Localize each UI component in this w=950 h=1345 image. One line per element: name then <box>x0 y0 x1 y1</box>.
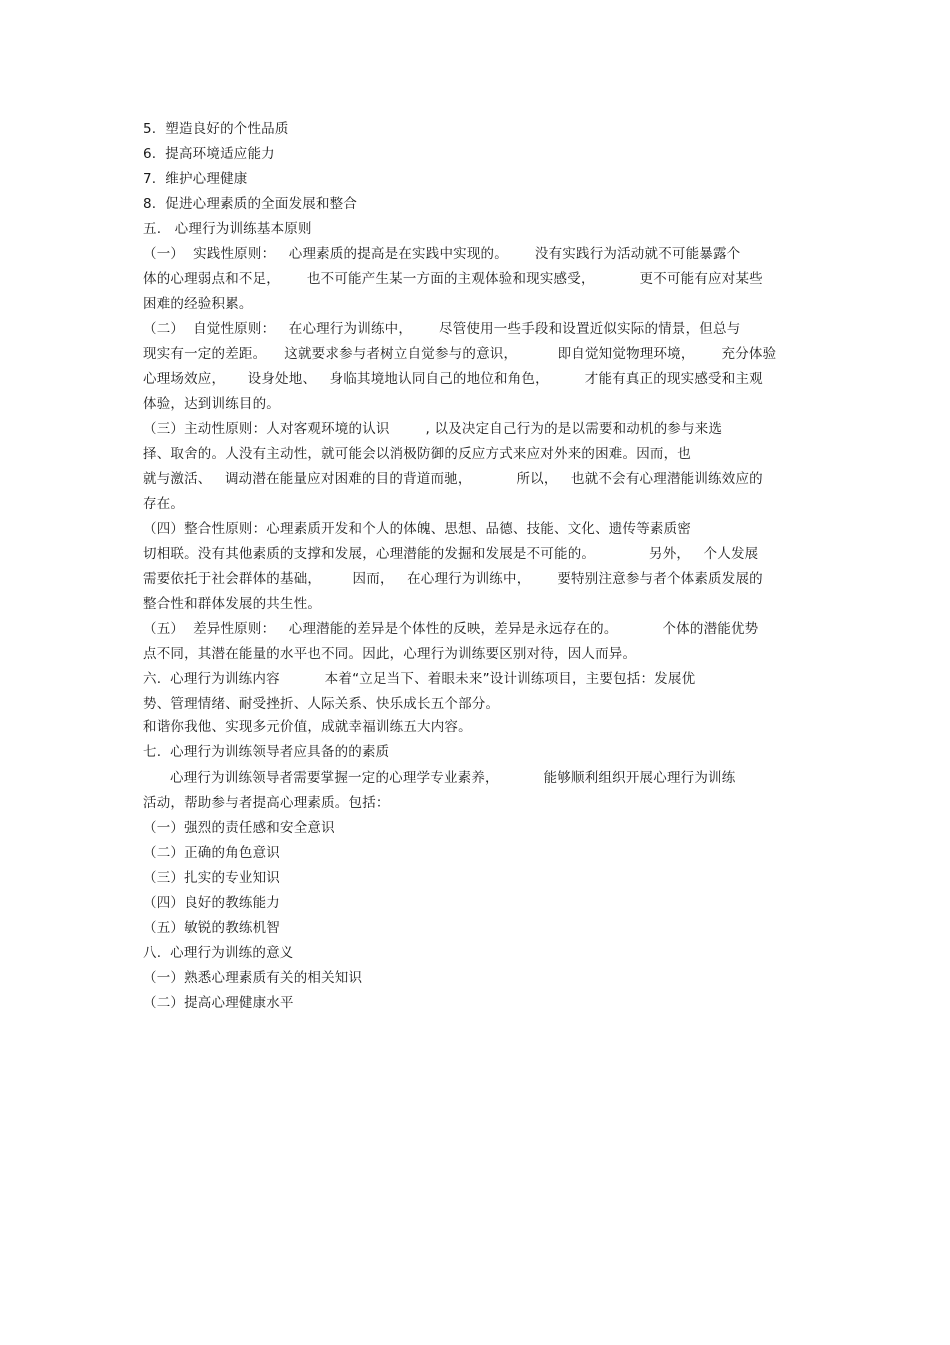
paragraph-line: 整合性和群体发展的共生性。 <box>143 596 322 612</box>
section-heading-7: 七. 心理行为训练领导者应具备的的素质 <box>143 744 390 760</box>
list-item-7: 7. 维护心理健康 <box>143 171 248 187</box>
paragraph-line: 和谐你我他、实现多元价值，成就幸福训练五大内容。 <box>143 719 472 735</box>
paragraph-line: 心理行为训练领导者需要掌握一定的心理学专业素养， 能够顺利组织开展心理行为训练 <box>143 770 736 786</box>
list-item: （五）敏锐的教练机智 <box>143 920 280 936</box>
paragraph-line: 体的心理弱点和不足， 也不可能产生某一方面的主观体验和现实感受， 更不可能有应对某些 <box>143 271 763 287</box>
list-item: （三）扎实的专业知识 <box>143 870 280 886</box>
section-heading-5: 五. 心理行为训练基本原则 <box>143 221 312 237</box>
list-item-8: 8. 促进心理素质的全面发展和整合 <box>143 196 358 212</box>
list-item: （一）强烈的责任感和安全意识 <box>143 820 335 836</box>
paragraph-line: 点不同，其潜在能量的水平也不同。因此，心理行为训练要区别对待，因人而异。 <box>143 646 637 662</box>
list-item: （二）正确的角色意识 <box>143 845 280 861</box>
list-item-5: 5. 塑造良好的个性品质 <box>143 121 289 137</box>
paragraph-line: 存在。 <box>143 496 185 512</box>
paragraph-line: （一） 实践性原则： 心理素质的提高是在实践中实现的。 没有实践行为活动就不可能暴露个 <box>143 246 741 262</box>
paragraph-line: 需要依托于社会群体的基础， 因而， 在心理行为训练中， 要特别注意参与者个体素质发展的 <box>143 571 763 587</box>
paragraph-line: 现实有一定的差距。 这就要求参与者树立自觉参与的意识， 即自觉知觉物理环境， 充分体验 <box>143 346 777 362</box>
paragraph-line: （五） 差异性原则： 心理潜能的差异是个体性的反映，差异是永远存在的。 个体的潜能优势 <box>143 621 759 637</box>
paragraph-line: 活动，帮助参与者提高心理素质。包括： <box>143 795 390 811</box>
paragraph-line: 势、管理情绪、耐受挫折、人际关系、快乐成长五个部分。 <box>143 696 500 712</box>
list-item: （一）熟悉心理素质有关的相关知识 <box>143 970 363 986</box>
paragraph-line: 体验，达到训练目的。 <box>143 396 280 412</box>
section-heading-8: 八. 心理行为训练的意义 <box>143 945 294 961</box>
list-item: （四）良好的教练能力 <box>143 895 280 911</box>
paragraph-line: （三）主动性原则：人对客观环境的认识 , 以及决定自己行为的是以需要和动机的参与来选 <box>143 421 723 437</box>
list-item: （二）提高心理健康水平 <box>143 995 294 1011</box>
paragraph-line: （二） 自觉性原则： 在心理行为训练中， 尽管使用一些手段和设置近似实际的情景，但总与 <box>143 321 741 337</box>
section-heading-6: 六. 心理行为训练内容 本着“立足当下、着眼未来”设计训练项目，主要包括：发展优 <box>143 671 696 687</box>
paragraph-line: 心理场效应， 设身处地、 身临其境地认同自己的地位和角色， 才能有真正的现实感受和主观 <box>143 371 763 387</box>
paragraph-line: 择、取舍的。人没有主动性，就可能会以消极防御的反应方式来应对外来的困难。因而，也 <box>143 446 691 462</box>
paragraph-line: 切相联。没有其他素质的支撑和发展，心理潜能的发掘和发展是不可能的。 另外， 个人发展 <box>143 546 759 562</box>
list-item-6: 6. 提高环境适应能力 <box>143 146 275 162</box>
paragraph-line: 就与激活、 调动潜在能量应对困难的目的背道而驰， 所以， 也就不会有心理潜能训练效应的 <box>143 471 763 487</box>
paragraph-line: （四）整合性原则：心理素质开发和个人的体魄、思想、品德、技能、文化、遗传等素质密 <box>143 521 691 537</box>
paragraph-line: 困难的经验积累。 <box>143 296 253 312</box>
